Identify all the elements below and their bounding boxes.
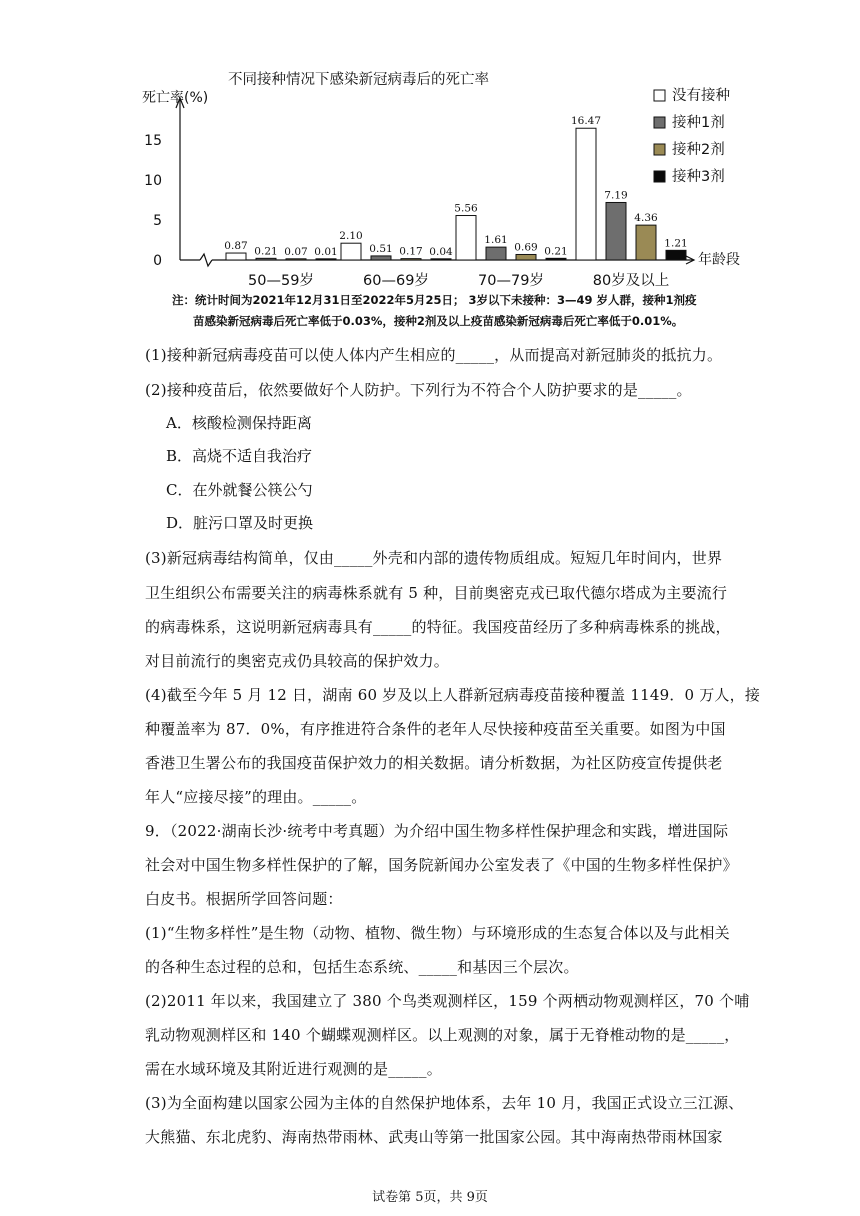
legend-label: 接种3剂 — [672, 169, 725, 185]
q8-option-c: C．在外就餐公筷公勺 — [166, 481, 313, 499]
legend-swatch — [654, 90, 665, 101]
chart-note-line2: 苗感染新冠病毒后死亡率低于0.03%，接种2剂及以上疫苗感染新冠病毒后死亡率低于0.01%。 — [193, 314, 684, 328]
bar-value-label: 0.17 — [399, 245, 423, 258]
q8-part4-line3: 香港卫生署公布的我国疫苗保护效力的相关数据。请分析数据，为社区防疫宣传提供老 — [145, 754, 723, 772]
bar-value-label: 0.01 — [314, 245, 338, 258]
x-category-label: 50—59岁 — [248, 273, 314, 289]
bar-value-label: 0.04 — [429, 245, 453, 258]
legend-swatch — [654, 144, 665, 155]
axis-break-mark — [200, 254, 212, 266]
y-tick-label: 0 — [153, 253, 162, 269]
bar-value-label: 0.51 — [369, 242, 393, 255]
bar — [576, 128, 596, 260]
bar — [401, 259, 421, 260]
x-category-label: 80岁及以上 — [592, 273, 670, 289]
bar — [286, 259, 306, 260]
chart-bars — [224, 115, 687, 289]
q8-part3-line3: 的病毒株系，这说明新冠病毒具有_____的特征。我国疫苗经历了多种病毒株系的挑战， — [145, 618, 731, 636]
legend-label: 没有接种 — [672, 88, 730, 104]
legend-label: 接种2剂 — [672, 142, 725, 158]
q8-part4-line4: 年人“应接尽接”的理由。_____。 — [145, 788, 367, 806]
bar — [316, 259, 336, 260]
q8-option-d: D．脏污口罩及时更换 — [166, 514, 314, 532]
q9-intro-line3: 白皮书。根据所学回答问题： — [145, 890, 343, 908]
bar — [666, 250, 686, 260]
bar-value-label: 16.47 — [570, 115, 602, 128]
bar — [636, 225, 656, 260]
bar — [341, 243, 361, 260]
bar-value-label: 1.21 — [664, 237, 688, 250]
x-category-label: 60—69岁 — [363, 273, 429, 289]
x-category-label: 70—79岁 — [478, 273, 544, 289]
chart-title: 不同接种情况下感染新冠病毒后的死亡率 — [228, 72, 489, 88]
chart-note-line1: 注：统计时间为2021年12月31日至2022年5月25日； 3岁以下未接种：3—49 岁人群，接种1剂疫 — [172, 293, 697, 307]
bar-value-label: 7.19 — [604, 189, 628, 202]
q8-part3-line2: 卫生组织公布需要关注的病毒株系就有 5 种，目前奥密克戎已取代德尔塔成为主要流行 — [145, 584, 728, 602]
q8-option-b: B．高烧不适自我治疗 — [166, 447, 313, 465]
q9-part1-line1: (1)“生物多样性”是生物（动物、植物、微生物）与环境形成的生态复合体以及与此相关 — [145, 924, 730, 942]
x-axis-label: 年龄段 — [698, 252, 740, 268]
y-tick-label: 15 — [144, 133, 162, 149]
bar-value-label: 0.21 — [254, 245, 278, 258]
bar — [371, 256, 391, 260]
bar-value-label: 1.61 — [484, 234, 508, 247]
y-tick-label: 10 — [144, 173, 162, 189]
bar — [606, 202, 626, 260]
bar — [546, 258, 566, 260]
bar-value-label: 0.07 — [284, 245, 308, 258]
q8-option-a: A．核酸检测保持距离 — [166, 414, 312, 432]
q8-part1: (1)接种新冠病毒疫苗可以使人体内产生相应的_____，从而提高对新冠肺炎的抵抗力。 — [145, 346, 723, 364]
q9-part2-line1: (2)2011 年以来，我国建立了 380 个鸟类观测样区，159 个两栖动物观测样区，70 个哺 — [145, 992, 750, 1010]
y-axis-label: 死亡率(%) — [142, 90, 209, 106]
q9-part2-line3: 需在水域环境及其附近进行观测的是_____。 — [145, 1060, 442, 1078]
y-tick-label: 5 — [153, 213, 162, 229]
page-footer: 试卷第 5页，共 9页 — [372, 1190, 488, 1205]
chart-legend — [654, 87, 730, 185]
q9-intro-line2: 社会对中国生物多样性保护的了解，国务院新闻办公室发表了《中国的生物多样性保护》 — [145, 856, 738, 874]
legend-swatch — [654, 171, 665, 182]
bar — [256, 258, 276, 260]
bar — [456, 216, 476, 260]
q8-part4-line2: 种覆盖率为 87．0%，有序推进符合条件的老年人尽快接种疫苗至关重要。如图为中国 — [145, 720, 726, 738]
q9-part3-line2: 大熊猫、东北虎豹、海南热带雨林、武夷山等第一批国家公园。其中海南热带雨林国家 — [145, 1128, 723, 1146]
bar-value-label: 0.69 — [514, 241, 538, 254]
legend-label: 接种1剂 — [672, 115, 725, 131]
bar-value-label: 0.21 — [544, 245, 568, 258]
q8-part2: (2)接种疫苗后，依然要做好个人防护。下列行为不符合个人防护要求的是_____。 — [145, 381, 692, 399]
q9-part1-line2: 的各种生态过程的总和，包括生态系统、_____和基因三个层次。 — [145, 958, 579, 976]
q8-part3-line4: 对目前流行的奥密克戎仍具较高的保护效力。 — [145, 652, 450, 670]
bar — [431, 259, 451, 260]
bar — [486, 247, 506, 260]
bar — [516, 254, 536, 260]
q9-intro-line1: 9．（2022·湖南长沙·统考中考真题）为介绍中国生物多样性保护理念和实践，增进国际 — [145, 822, 729, 840]
bar-value-label: 5.56 — [454, 202, 478, 215]
q9-part3-line1: (3)为全面构建以国家公园为主体的自然保护地体系，去年 10 月，我国正式设立三江源、 — [145, 1094, 744, 1112]
q8-part3-line1: (3)新冠病毒结构简单，仅由_____外壳和内部的遗传物质组成。短短几年时间内，世界 — [145, 549, 723, 567]
legend-swatch — [654, 117, 665, 128]
bar-value-label: 2.10 — [339, 230, 363, 243]
bar-value-label: 0.87 — [224, 240, 248, 253]
bar-value-label: 4.36 — [634, 212, 658, 225]
q8-part4-line1: (4)截至今年 5 月 12 日，湖南 60 岁及以上人群新冠病毒疫苗接种覆盖 1149．0 万人，接 — [145, 686, 761, 704]
q9-part2-line2: 乳动物观测样区和 140 个蝴蝶观测样区。以上观测的对象，属于无脊椎动物的是_____， — [145, 1026, 740, 1044]
bar — [226, 253, 246, 260]
